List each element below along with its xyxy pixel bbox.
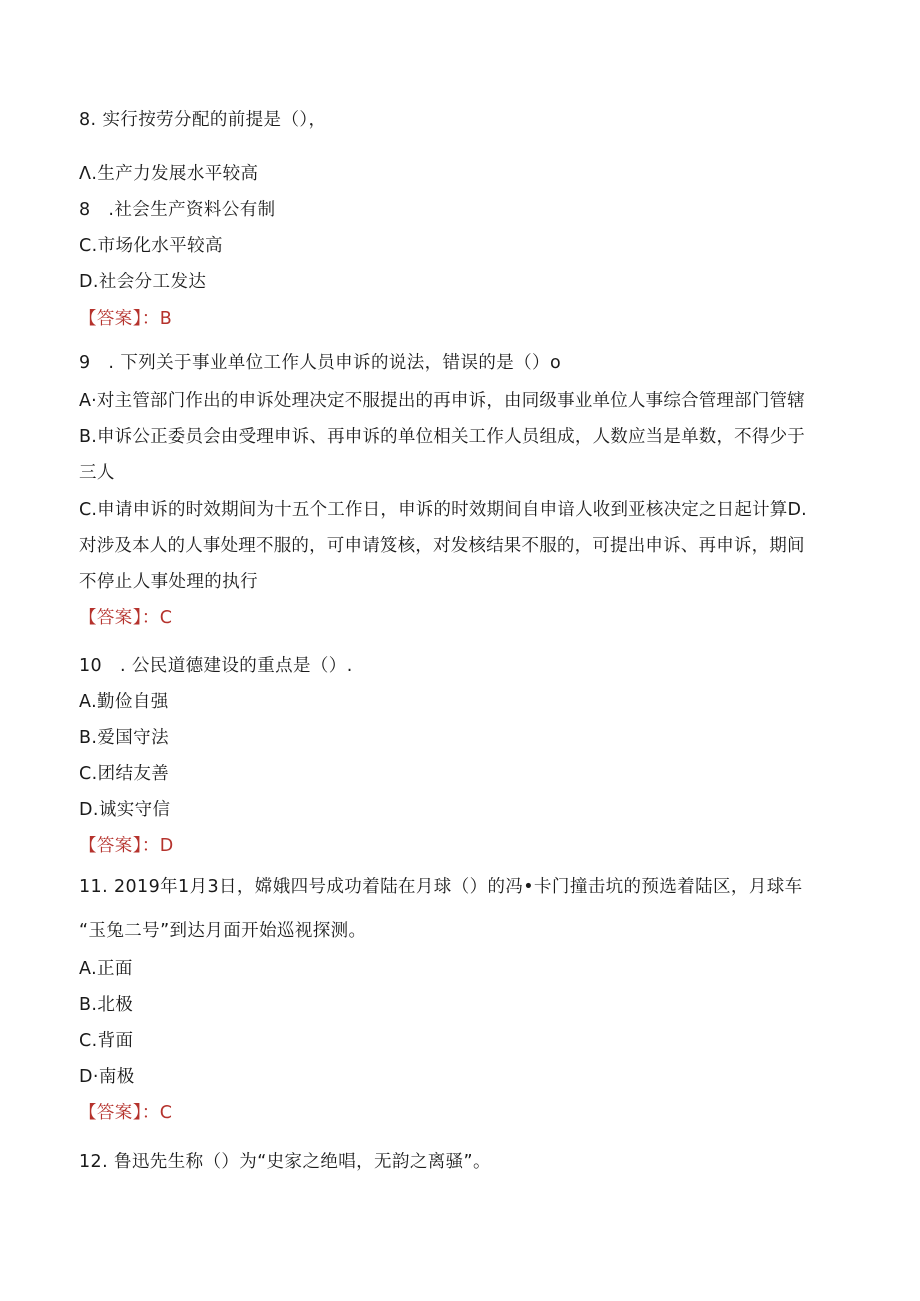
answer-q9: [79, 605, 172, 631]
answer-label: 【答案】: [79, 1103, 142, 1123]
option-b-q11: B.北极: [79, 995, 134, 1015]
answer-q8: [79, 306, 172, 332]
option-a-q9: A·对主管部门作出的申诉处理决定不服提出的再申诉，由同级事业单位人事综合管理部门管辖: [79, 391, 805, 411]
option-c-q11: C.背面: [79, 1031, 134, 1051]
option-c-q9: C.申请申诉的时效期间为十五个工作日，申诉的时效期间自申谙人收到亚核决定之日起计算D.: [79, 500, 807, 520]
question-stem-8: 8. 实行按劳分配的前提是（），: [79, 110, 327, 130]
answer-value: ：B: [141, 309, 173, 329]
answer-label: 【答案】: [79, 836, 142, 856]
question-stem-12: 12. 鲁迅先生称（）为“史家之绝唱，无韵之离骚”。: [79, 1152, 491, 1172]
answer-q11: [79, 1100, 172, 1126]
answer-label: 【答案】: [79, 309, 142, 329]
question-stem-11: 11. 2019年1月3日，嫦娥四号成功着陆在月球（）的冯•卡门撞击坑的预选着陆区，月球车: [79, 877, 803, 897]
option-d-q9-cont: 不停止人事处理的执行: [79, 572, 258, 592]
option-d-q8: D.社会分工发达: [79, 272, 207, 292]
answer-q10: [79, 833, 174, 859]
option-a-q11: A.正面: [79, 959, 133, 979]
option-b-q8: 8 .社会生产资料公有制: [79, 200, 276, 220]
option-b-q9-cont: 三人: [79, 463, 115, 483]
answer-value: ：C: [141, 1103, 173, 1123]
answer-value: ：C: [141, 608, 173, 628]
option-a-q8: Λ.生产力发展水平较高: [79, 164, 259, 184]
option-b-q10: B.爱国守法: [79, 728, 169, 748]
question-stem-11-cont: “玉兔二号”到达月面开始巡视探测。: [79, 921, 367, 941]
question-stem-9: 9 . 下列关于事业单位工作人员申诉的说法，错误的是（）o: [79, 353, 562, 373]
answer-value: ：D: [141, 836, 174, 856]
option-d-q9: 对涉及本人的人事处理不服的，可申请笈核，对发核结果不服的，可提出申诉、再申诉，期间: [79, 536, 805, 556]
option-d-q10: D.诚实守信: [79, 800, 171, 820]
option-a-q10: A.勤俭自强: [79, 692, 169, 712]
answer-label: 【答案】: [79, 608, 142, 628]
option-b-q9: B.申诉公正委员会由受理申诉、再申诉的单位相关工作人员组成，人数应当是单数，不得少于: [79, 427, 805, 447]
option-d-q11: D·南极: [79, 1067, 135, 1087]
option-c-q10: C.团结友善: [79, 764, 170, 784]
option-c-q8: C.市场化水平较高: [79, 236, 223, 256]
question-stem-10: 10 . 公民道德建设的重点是（）.: [79, 656, 353, 676]
